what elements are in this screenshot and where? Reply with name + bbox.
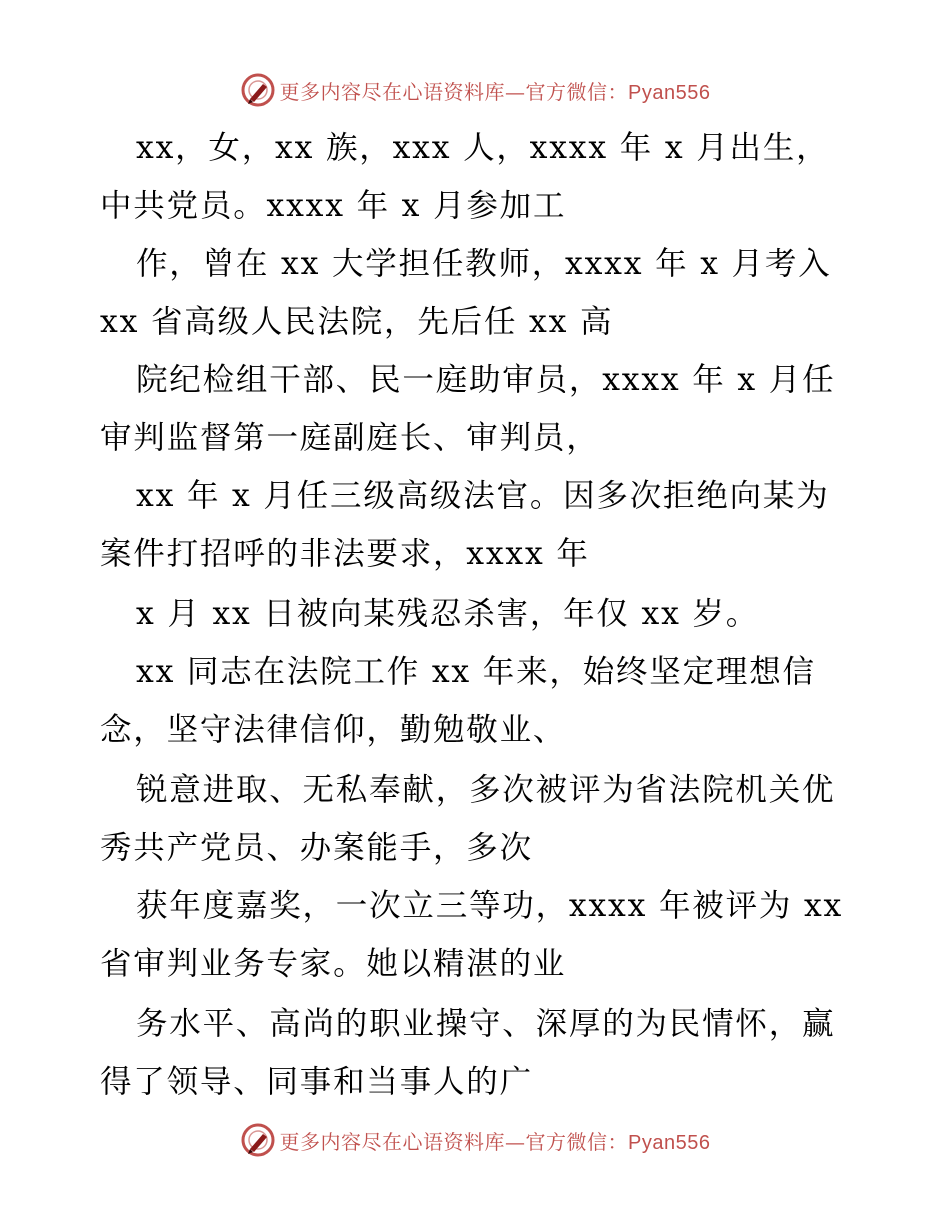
footer-watermark-banner	[0, 1120, 950, 1160]
pen-logo-icon	[240, 1122, 276, 1158]
text-line: 念，坚守法律信仰，勤勉敬业、	[100, 712, 567, 748]
header-contact-label: 官方微信：	[525, 79, 629, 104]
text-line: xx，女，xx 族，xxx 人，xxxx 年 x 月出生，	[136, 130, 830, 166]
text-line: 审判监督第一庭副庭长、审判员，	[100, 420, 600, 456]
text-line: xx 同志在法院工作 xx 年来，始终坚定理想信	[136, 654, 816, 690]
header-watermark-banner	[0, 70, 950, 110]
footer-banner-text	[280, 1126, 711, 1155]
text-line: 中共党员。xxxx 年 x 月参加工	[100, 188, 567, 224]
footer-wechat-id: Pyan556	[628, 1131, 711, 1154]
header-dash: —	[505, 79, 526, 104]
text-line: 案件打招呼的非法要求，xxxx 年	[100, 536, 590, 572]
text-line: 获年度嘉奖，一次立三等功，xxxx 年被评为 xx	[136, 888, 844, 924]
footer-contact-label: 官方微信：	[525, 1129, 629, 1154]
text-line: xx 年 x 月任三级高级法官。因多次拒绝向某为	[136, 478, 830, 514]
text-line: 得了领导、同事和当事人的广	[100, 1064, 533, 1100]
footer-dash: —	[505, 1129, 526, 1154]
text-line: 作，曾在 xx 大学担任教师，xxxx 年 x 月考入	[136, 246, 832, 282]
header-wechat-id: Pyan556	[628, 81, 711, 104]
text-line: xx 省高级人民法院，先后任 xx 高	[100, 304, 614, 340]
text-line: 省审判业务专家。她以精湛的业	[100, 946, 567, 982]
text-line: 务水平、高尚的职业操守、深厚的为民情怀，赢	[136, 1006, 836, 1042]
text-line: x 月 xx 日被向某残忍杀害，年仅 xx 岁。	[136, 596, 760, 632]
header-site-text: 更多内容尽在心语资料库	[279, 79, 506, 104]
text-line: 锐意进取、无私奉献，多次被评为省法院机关优	[136, 772, 836, 808]
text-line: 秀共产党员、办案能手，多次	[100, 830, 533, 866]
pen-logo-icon	[240, 72, 276, 108]
footer-site-text: 更多内容尽在心语资料库	[279, 1129, 506, 1154]
header-banner-text	[280, 76, 711, 105]
text-line: 院纪检组干部、民一庭助审员，xxxx 年 x 月任	[136, 362, 836, 398]
